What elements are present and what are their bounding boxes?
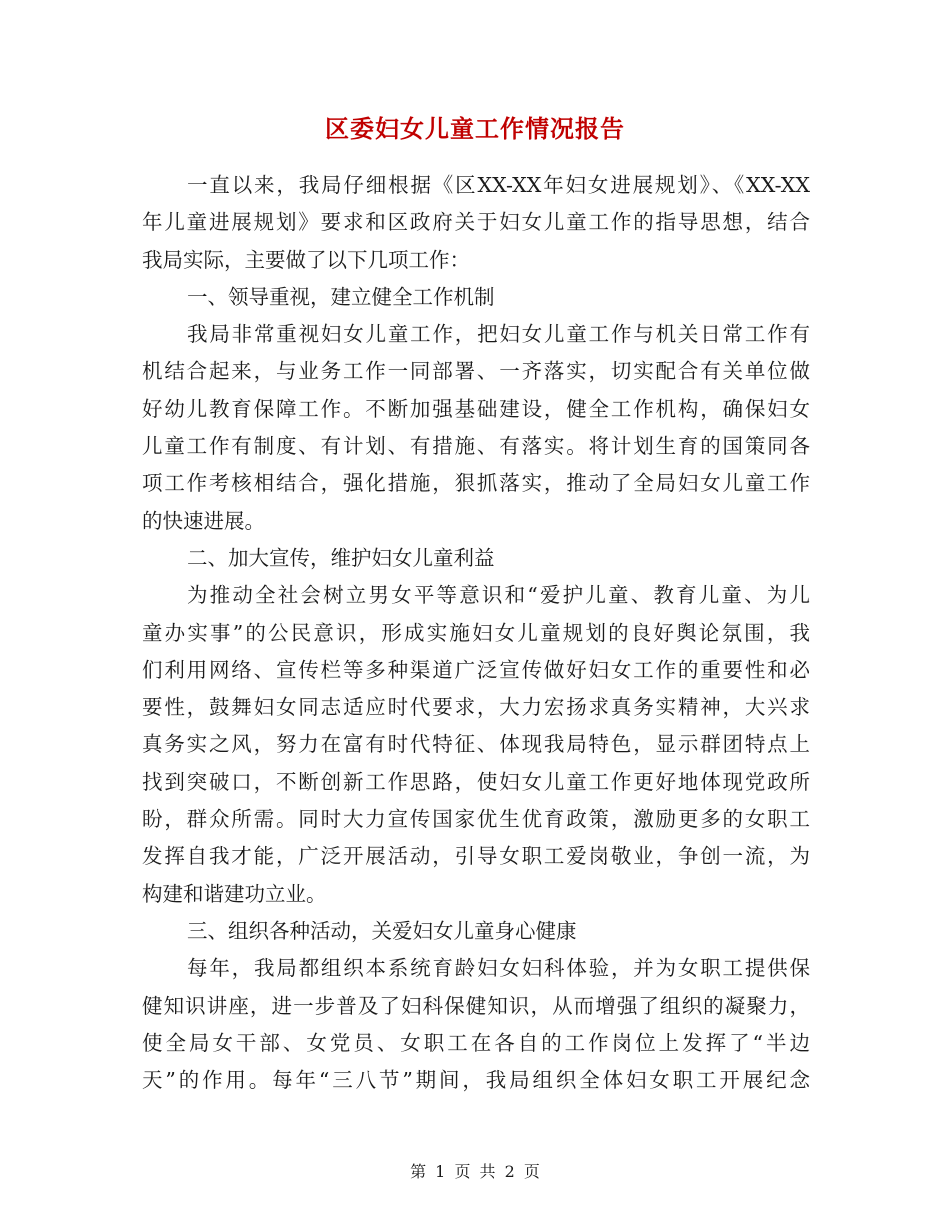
body-line: 使全局女干部、女党员、女职工在各自的工作岗位上发挥了“半边 — [142, 1030, 810, 1055]
body-line: 为推动全社会树立男女平等意识和“爱护儿童、教育儿童、为儿 — [187, 583, 810, 608]
body-line: 年儿童进展规划》要求和区政府关于妇女儿童工作的指导思想，结合 — [142, 210, 810, 235]
section-heading: 二、加大宣传，维护妇女儿童利益 — [187, 545, 495, 570]
body-line: 健知识讲座，进一步普及了妇科保健知识，从而增强了组织的凝聚力， — [142, 993, 810, 1018]
body-line: 每年，我局都组织本系统育龄妇女妇科体验，并为女职工提供保 — [187, 956, 810, 981]
body-line: 发挥自我才能，广泛开展活动，引导女职工爱岗敬业，争创一流，为 — [142, 844, 810, 869]
body-line: 构建和谐建功立业。 — [142, 881, 327, 906]
body-line: 真务实之风，努力在富有时代特征、体现我局特色，显示群团特点上 — [142, 732, 810, 757]
document-body — [142, 167, 810, 1099]
body-line: 我局实际，主要做了以下几项工作： — [142, 247, 470, 272]
body-line: 一直以来，我局仔细根据《区XX-XX年妇女进展规划》、《XX-XX — [187, 173, 810, 197]
body-line: 童办实事”的公民意识，形成实施妇女儿童规划的良好舆论氛围，我 — [142, 620, 810, 645]
section-heading: 一、领导重视，建立健全工作机制 — [187, 284, 495, 309]
section-heading: 三、组织各种活动，关爱妇女儿童身心健康 — [187, 918, 577, 943]
body-line: 天”的作用。每年“三八节”期间，我局组织全体妇女职工开展纪念 — [142, 1068, 810, 1093]
body-line: 机结合起来，与业务工作一同部署、一齐落实，切实配合有关单位做 — [142, 359, 810, 384]
body-line: 儿童工作有制度、有计划、有措施、有落实。将计划生育的国策同各 — [142, 434, 810, 459]
document-title: 区委妇女儿童工作情况报告 — [325, 114, 625, 143]
body-line: 们利用网络、宣传栏等多种渠道广泛宣传做好妇女工作的重要性和必 — [142, 657, 810, 682]
body-line: 盼，群众所需。同时大力宣传国家优生优育政策，激励更多的女职工 — [142, 807, 810, 832]
body-line: 我局非常重视妇女儿童工作，把妇女儿童工作与机关日常工作有 — [187, 322, 810, 347]
body-line: 好幼儿教育保障工作。不断加强基础建设，健全工作机构，确保妇女 — [142, 396, 810, 421]
body-line: 找到突破口，不断创新工作思路，使妇女儿童工作更好地体现党政所 — [142, 769, 810, 794]
body-line: 要性，鼓舞妇女同志适应时代要求，大力宏扬求真务实精神，大兴求 — [142, 695, 810, 720]
body-line: 项工作考核相结合，强化措施，狠抓落实，推动了全局妇女儿童工作 — [142, 471, 810, 496]
body-line: 的快速进展。 — [142, 508, 265, 533]
page-number-footer: 第 1 页 共 2 页 — [410, 1162, 540, 1181]
